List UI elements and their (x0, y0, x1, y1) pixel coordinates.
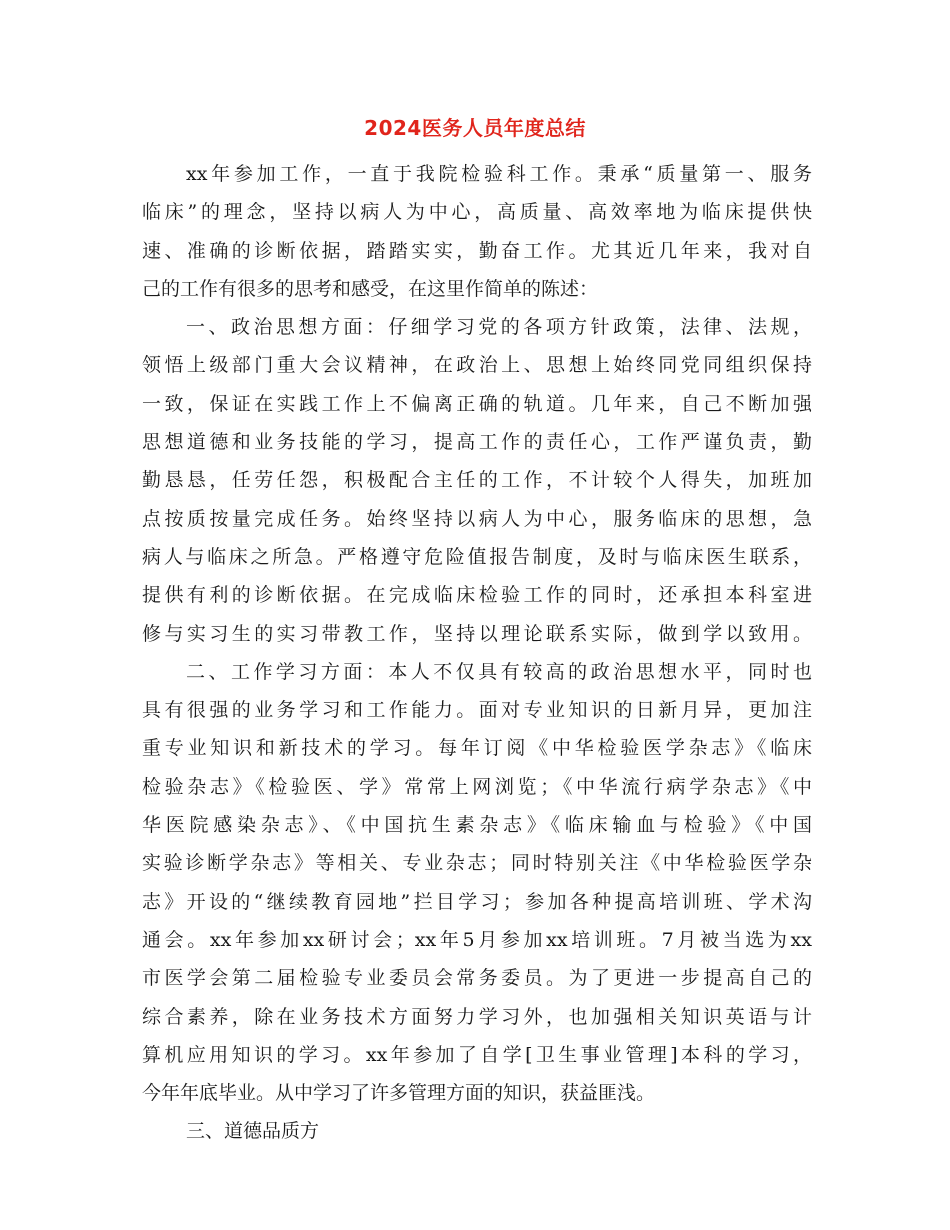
body-text-line: 今年年底毕业。从中学习了许多管理方面的知识，获益匪浅。 (142, 1082, 656, 1105)
body-text-line: 领悟上级部门重大会议精神，在政治上、思想上始终同党同组织保持 (142, 354, 812, 377)
body-text-line: 一、政治思想方面：仔细学习党的各项方针政策，法律、法规， (186, 316, 812, 339)
body-text-line: 通会。xx年参加xx研讨会；xx年5月参加xx培训班。7月被当选为xx (142, 928, 812, 951)
body-text-line: 重专业知识和新技术的学习。每年订阅《中华检验医学杂志》《临床 (142, 737, 812, 760)
body-text-line: 志》开设的“继续教育园地”拦目学习；参加各种提高培训班、学术沟 (142, 890, 812, 913)
body-text-line: 三、道德品质方 (186, 1120, 320, 1143)
body-text-line: 具有很强的业务学习和工作能力。面对专业知识的日新月异，更加注 (142, 699, 812, 722)
body-text-line: 修与实习生的实习带教工作，坚持以理论联系实际，做到学以致用。 (142, 622, 812, 645)
body-text-line: 点按质按量完成任务。始终坚持以病人为中心，服务临床的思想，急 (142, 507, 812, 530)
body-text-line: xx年参加工作，一直于我院检验科工作。秉承“质量第一、服务 (186, 163, 812, 185)
body-text-line: 速、准确的诊断依据，踏踏实实，勤奋工作。尤其近几年来，我对自 (142, 239, 812, 262)
body-text-line: 华医院感染杂志》、《中国抗生素杂志》《临床输血与检验》《中国 (142, 814, 812, 837)
body-text-line: 一致，保证在实践工作上不偏离正确的轨道。几年来，自己不断加强 (142, 392, 812, 415)
body-text-line: 市医学会第二届检验专业委员会常务委员。为了更进一步提高自己的 (142, 967, 812, 990)
document-body (142, 155, 812, 1151)
body-text-line: 算机应用知识的学习。xx年参加了自学[卫生事业管理]本科的学习， (142, 1043, 812, 1066)
body-text-line: 己的工作有很多的思考和感受，在这里作简单的陈述： (142, 277, 599, 300)
document-title: 2024医务人员年度总结 (364, 116, 586, 140)
body-text-line: 二、工作学习方面：本人不仅具有较高的政治思想水平，同时也 (186, 660, 812, 683)
body-text-line: 病人与临床之所急。严格遵守危险值报告制度，及时与临床医生联系， (142, 545, 812, 568)
body-text-line: 临床”的理念，坚持以病人为中心，高质量、高效率地为临床提供快 (142, 201, 812, 224)
body-text-line: 勤恳恳，任劳任怨，积极配合主任的工作，不计较个人得失，加班加 (142, 469, 812, 492)
body-text-line: 思想道德和业务技能的学习，提高工作的责任心，工作严谨负责，勤 (142, 431, 812, 454)
body-text-line: 实验诊断学杂志》等相关、专业杂志；同时特别关注《中华检验医学杂 (142, 852, 812, 875)
body-text-line: 提供有利的诊断依据。在完成临床检验工作的同时，还承担本科室进 (142, 584, 812, 607)
body-text-line: 检验杂志》《检验医、学》常常上网浏览；《中华流行病学杂志》《中 (142, 775, 812, 798)
body-text-line: 综合素养，除在业务技术方面努力学习外，也加强相关知识英语与计 (142, 1005, 812, 1028)
